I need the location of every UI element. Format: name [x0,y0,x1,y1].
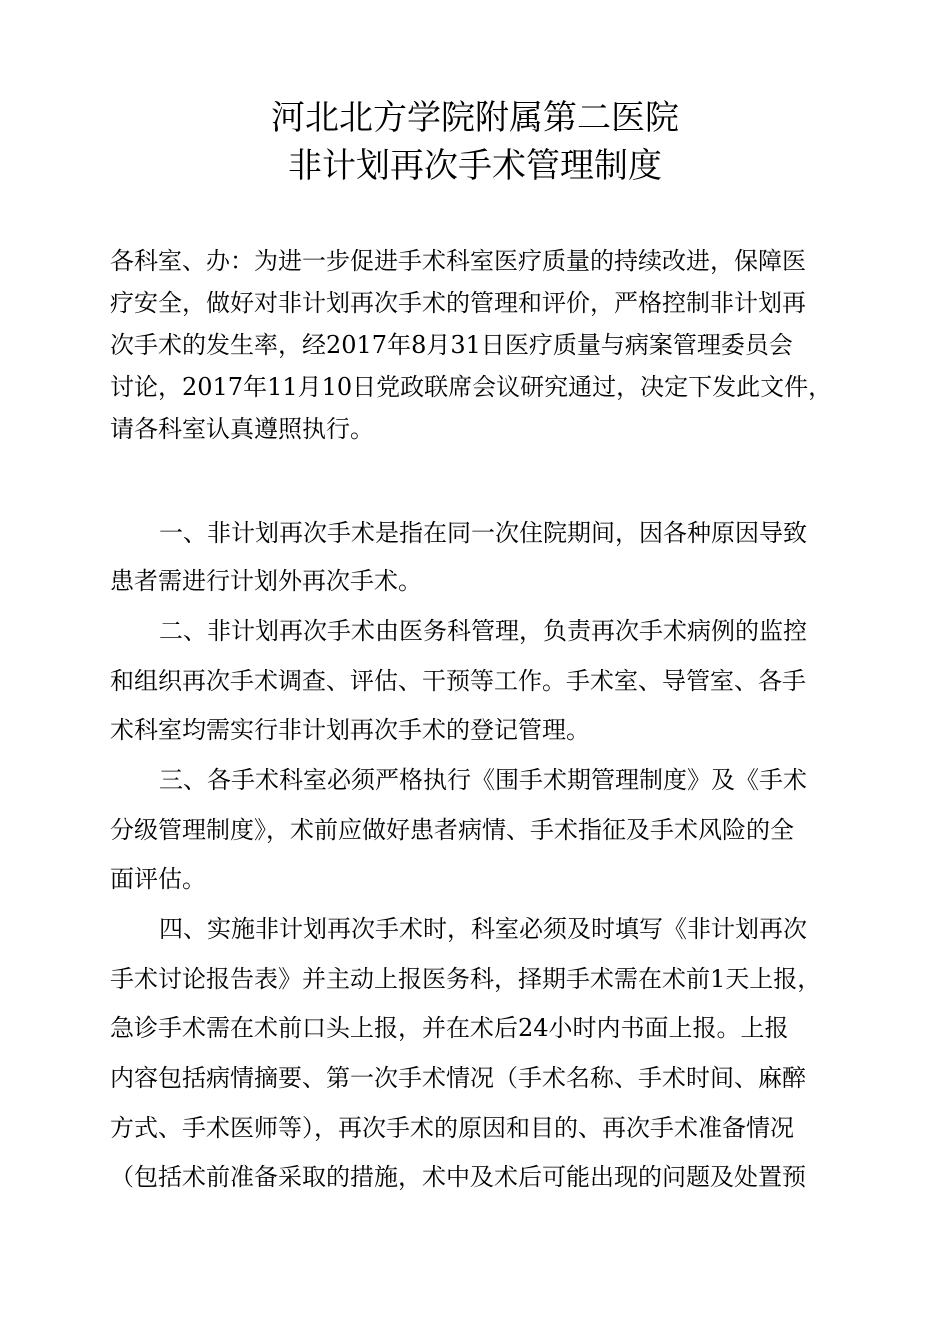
body-line: 术科室均需实行非计划再次手术的登记管理。 [110,716,590,744]
body-line: 一、非计划再次手术是指在同一次住院期间，因各种原因导致 [159,519,807,547]
intro-line: 讨论，2017年11月10日党政联席会议研究通过，决定下发此文件， [110,373,833,401]
body-line: 二、非计划再次手术由医务科管理，负责再次手术病例的监控 [159,617,807,645]
body-line: 方式、手术医师等），再次手术的原因和目的、再次手术准备情况 [110,1114,794,1142]
document-title-line-1: 河北北方学院附属第二医院 [271,98,679,138]
body-line: 四、实施非计划再次手术时，科室必须及时填写《非计划再次 [159,915,807,943]
intro-line: 疗安全，做好对非计划再次手术的管理和评价，严格控制非计划再 [110,289,806,317]
intro-line: 次手术的发生率，经2017年8月31日医疗质量与病案管理委员会 [110,331,793,359]
body-line: 分级管理制度》，术前应做好患者病情、手术指征及手术风险的全 [110,816,794,844]
body-line: 面评估。 [110,865,206,893]
body-line: 三、各手术科室必须严格执行《围手术期管理制度》及《手术 [159,766,807,794]
body-line: 患者需进行计划外再次手术。 [110,567,422,595]
intro-line: 请各科室认真遵照执行。 [110,415,374,443]
body-line: 手术讨论报告表》并主动上报医务科，择期手术需在术前1天上报， [110,965,822,993]
body-line: 内容包括病情摘要、第一次手术情况（手术名称、手术时间、麻醉 [110,1064,806,1092]
body-line: 急诊手术需在术前口头上报，并在术后24小时内书面上报。上报 [110,1014,789,1042]
intro-line: 各科室、办：为进一步促进手术科室医疗质量的持续改进，保障医 [110,247,806,275]
body-line: （包括术前准备采取的措施，术中及术后可能出现的问题及处置预 [110,1163,806,1191]
document-title-line-2: 非计划再次手术管理制度 [288,146,662,186]
body-line: 和组织再次手术调查、评估、干预等工作。手术室、导管室、各手 [110,667,806,695]
